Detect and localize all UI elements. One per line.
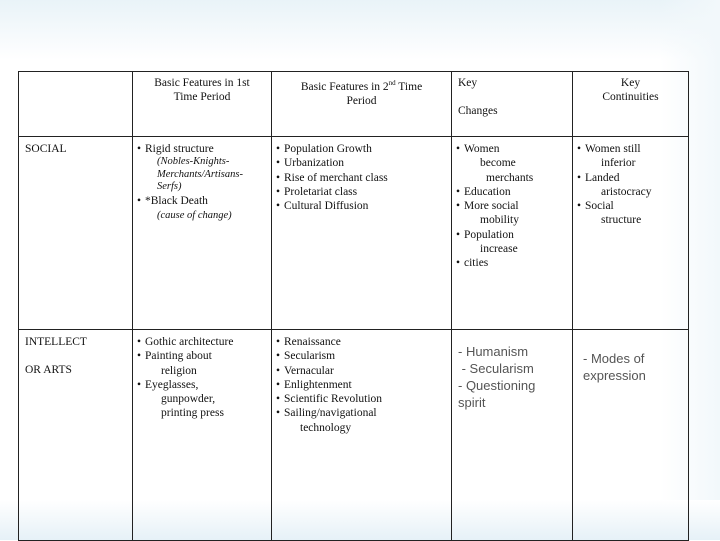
list-item: • Gothic architecture [137, 335, 271, 349]
continuities-inferior: inferior [601, 157, 636, 170]
list-item [137, 349, 271, 378]
changes-spirit: spirit [458, 395, 486, 410]
list-item: • Education [456, 185, 572, 199]
list-item [456, 142, 572, 185]
intellect-painting-about: Painting about [145, 350, 212, 363]
social-row [19, 137, 689, 330]
list-item: • Urbanization [276, 156, 451, 170]
social-black-death-note: (cause of change) [157, 210, 232, 222]
list-item [137, 194, 271, 223]
list-item [577, 171, 688, 200]
intellect-first-period-cell [133, 330, 272, 541]
intellect-printing-press: printing press [161, 407, 224, 420]
list-item: • Population Growth [276, 142, 451, 156]
header-first-period-line1: Basic Features in 1st [154, 77, 250, 89]
header-second-period-line2: Period [346, 95, 377, 108]
intellect-technology: technology [300, 421, 352, 434]
social-note-line3: Serfs) [157, 181, 182, 193]
social-label-cell [19, 137, 133, 330]
header-second-period-line1 [272, 76, 451, 94]
list-item: • Rise of merchant class [276, 171, 451, 185]
intellect-second-period-list [276, 335, 451, 435]
changes-women: Women [464, 143, 500, 155]
intellect-eyeglasses: Eyeglasses, [145, 378, 199, 391]
intellect-label-line2: OR ARTS [25, 364, 72, 377]
changes-become: become [480, 157, 516, 170]
list-item [276, 406, 451, 435]
changes-humanism: - Humanism [458, 344, 529, 359]
header-second-period [272, 72, 452, 137]
social-black-death: *Black Death [145, 194, 208, 207]
header-key-continuities [573, 72, 689, 137]
header-second-post: Time [395, 80, 423, 93]
social-note-line2: Merchants/Artisans- [157, 168, 243, 180]
continuities-women-still: Women still [585, 143, 641, 155]
changes-population: Population [464, 228, 514, 241]
social-second-period-cell [272, 137, 452, 330]
continuities-aristocracy: aristocracy [601, 185, 652, 198]
header-key-continuities-line1: Key [620, 77, 641, 89]
intellect-religion: religion [161, 364, 197, 377]
list-item: • Enlightenment [276, 378, 451, 392]
header-key-continuities-line2: Continuities [602, 91, 659, 104]
comparison-table [18, 71, 689, 541]
social-key-continuities-list [577, 142, 688, 228]
header-empty-cell [19, 72, 133, 137]
intellect-second-period-cell [272, 330, 452, 541]
intellect-gunpowder: gunpowder, [161, 393, 216, 406]
changes-more-social: More social [464, 200, 519, 213]
changes-mobility: mobility [480, 214, 519, 227]
changes-merchants: merchants [486, 171, 534, 184]
continuities-landed: Landed [585, 171, 620, 184]
header-key-changes-line2: Changes [458, 105, 498, 118]
list-item [456, 199, 572, 228]
changes-increase: increase [480, 243, 518, 256]
header-key-changes-line1: Key [458, 77, 478, 89]
list-item: • Vernacular [276, 364, 451, 378]
intellect-row [19, 330, 689, 541]
intellect-label-line1: INTELLECT [25, 336, 87, 348]
slide-top-gradient [0, 0, 720, 60]
social-second-period-list [276, 142, 451, 213]
changes-secularism: - Secularism [458, 361, 534, 376]
social-first-period-cell [133, 137, 272, 330]
intellect-label-cell [19, 330, 133, 541]
social-key-continuities-cell [573, 137, 689, 330]
list-item: • Proletariat class [276, 185, 451, 199]
header-first-period [133, 72, 272, 137]
list-item [456, 228, 572, 257]
social-key-changes-list [456, 142, 572, 271]
changes-questioning: - Questioning [458, 378, 536, 393]
continuities-social: Social [585, 200, 614, 213]
header-row [19, 72, 689, 137]
list-item [577, 199, 688, 228]
list-item: • Renaissance [276, 335, 451, 349]
header-second-pre: Basic Features in 2 [300, 80, 389, 93]
list-item: • Cultural Diffusion [276, 199, 451, 213]
list-item [577, 142, 688, 171]
social-note-line1: (Nobles-Knights- [157, 156, 230, 168]
list-item [137, 142, 271, 194]
intellect-key-changes-cell [452, 330, 573, 541]
header-first-period-line2: Time Period [173, 91, 231, 104]
continuities-modes-of: - Modes of [583, 351, 645, 366]
social-first-period-list [137, 142, 271, 223]
list-item: • Scientific Revolution [276, 392, 451, 406]
intellect-sailing: Sailing/navigational [284, 407, 377, 420]
list-item [137, 378, 271, 421]
continuities-expression: expression [583, 368, 646, 383]
social-rigid-structure: Rigid structure [145, 143, 214, 155]
list-item: • cities [456, 256, 572, 270]
header-key-changes [452, 72, 573, 137]
continuities-structure: structure [601, 214, 642, 227]
social-key-changes-cell [452, 137, 573, 330]
social-label: SOCIAL [25, 143, 67, 155]
intellect-first-period-list [137, 335, 271, 421]
list-item: • Secularism [276, 349, 451, 363]
header-second-sup: nd [388, 79, 396, 87]
intellect-key-continuities-cell [573, 330, 689, 541]
